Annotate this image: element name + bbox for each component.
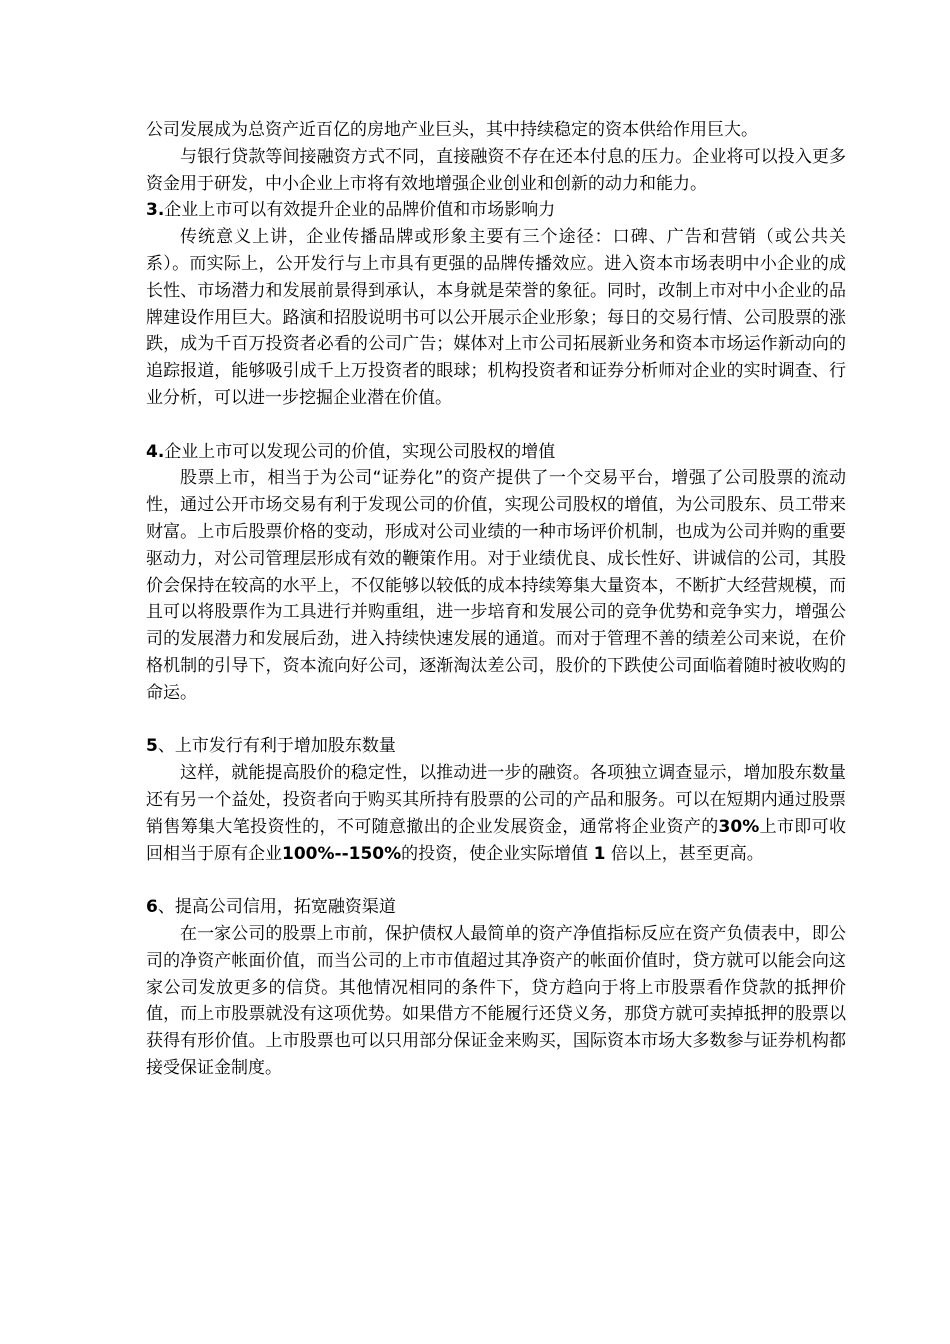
- section-4-body: 股票上市，相当于为公司“证券化”的资产提供了一个交易平台，增强了公司股票的流动性，通过公开市场交易有利于发现公司的价值，实现公司股权的增值，为公司股东、员工带来财富。上市后股票价格的变动，形成对公司业绩的一种市场评价机制，也成为公司并购的重要驱动力，对公司管理层形成有效的鞭策作用。对于业绩优良、成长性好、讲诚信的公司，其股价会保持在较高的水平上，不仅能够以较低的成本持续筹集大量资本，不断扩大经营规模，而且可以将股票作为工具进行并购重组，进一步培育和发展公司的竞争优势和竞争实力，增强公司的发展潜力和发展后劲，进入持续快速发展的通道。而对于管理不善的绩差公司来说，在价格机制的引导下，资本流向好公司，逐渐淘汰差公司，股价的下跌使公司面临着随时被收购的命运。: [146, 468, 846, 703]
- section-6-heading: [146, 894, 846, 921]
- section-3-heading: [146, 197, 846, 224]
- document-page: [146, 117, 846, 1082]
- section-5-body-part-b: 上市即可收回相当于原有企业: [146, 816, 846, 864]
- section-5: [146, 733, 846, 867]
- section-4: [146, 439, 846, 707]
- section-3-title: 企业上市可以有效提升企业的品牌价值和市场影响力: [164, 200, 556, 221]
- section-5-body-part-a: 这样，就能提高股价的稳定性，以推动进一步的融资。各项独立调查显示，增加股东数量还有另一个益处，投资者向于购买其所持有股票的公司的产品和服务。可以在短期内通过股票销售筹集大笔投资性的，不可随意撤出的企业发展资金，通常将企业资产的: [146, 763, 846, 837]
- section-5-percent-30: 30%: [718, 816, 760, 837]
- section-5-body: [146, 760, 846, 867]
- section-5-body-part-d: 倍以上，甚至更高。: [610, 843, 764, 864]
- section-5-title: 、上市发行有利于增加股东数量: [157, 736, 396, 757]
- section-5-body-part-c: 的投资，使企业实际增值: [401, 843, 589, 864]
- section-6-body: 在一家公司的股票上市前，保护债权人最简单的资产净值指标反应在资产负债表中，即公司的净资产帐面价值，而当公司的上市市值超过其净资产的帐面价值时，贷方就可以能会向这家公司发放更多的信贷。其他情况相同的条件下，贷方趋向于将上市股票看作贷款的抵押价值，而上市股票就没有这项优势。如果借方不能履行还贷义务，那贷方就可卖掉抵押的股票以获得有形价值。上市股票也可以只用部分保证金来购买，国际资本市场大多数参与证券机构都接受保证金制度。: [146, 923, 846, 1078]
- section-5-percent-range: 100%--150%: [282, 843, 402, 864]
- section-6-title: 、提高公司信用，拓宽融资渠道: [157, 897, 396, 918]
- section-3-number: 3.: [146, 200, 165, 221]
- section-5-number: 5: [146, 736, 158, 757]
- section-4-heading: [146, 439, 846, 466]
- section-6-number: 6: [146, 897, 158, 918]
- section-4-number: 4.: [146, 441, 165, 462]
- section-5-multiplier: 1: [593, 843, 606, 864]
- blank-line: [146, 867, 846, 894]
- section-3-body: 传统意义上讲，企业传播品牌或形象主要有三个途径：口碑、广告和营销（或公共关系）。而实际上，公开发行与上市具有更强的品牌传播效应。进入资本市场表明中小企业的成长性、市场潜力和发展前景得到承认，本身就是荣誉的象征。同时，改制上市对中小企业的品牌建设作用巨大。路演和招股说明书可以公开展示企业形象；每日的交易行情、公司股票的涨跌，成为千百万投资者必看的公司广告；媒体对上市公司拓展新业务和资本市场运作新动向的追踪报道，能够吸引成千上万投资者的眼球；机构投资者和证券分析师对企业的实时调查、行业分析，可以进一步挖掘企业潜在价值。: [146, 227, 846, 408]
- section-5-heading: [146, 733, 846, 760]
- section-4-title: 企业上市可以发现公司的价值，实现公司股权的增值: [164, 441, 556, 462]
- intro-paragraph-2: 与银行贷款等间接融资方式不同，直接融资不存在还本付息的压力。企业将可以投入更多资金用于研发，中小企业上市将有效地增强企业创业和创新的动力和能力。: [146, 146, 846, 194]
- blank-line: [146, 412, 846, 439]
- intro-paragraph-1: 公司发展成为总资产近百亿的房地产业巨头，其中持续稳定的资本供给作用巨大。: [146, 120, 758, 140]
- section-3: [146, 197, 846, 411]
- section-6: [146, 894, 846, 1082]
- blank-line: [146, 707, 846, 734]
